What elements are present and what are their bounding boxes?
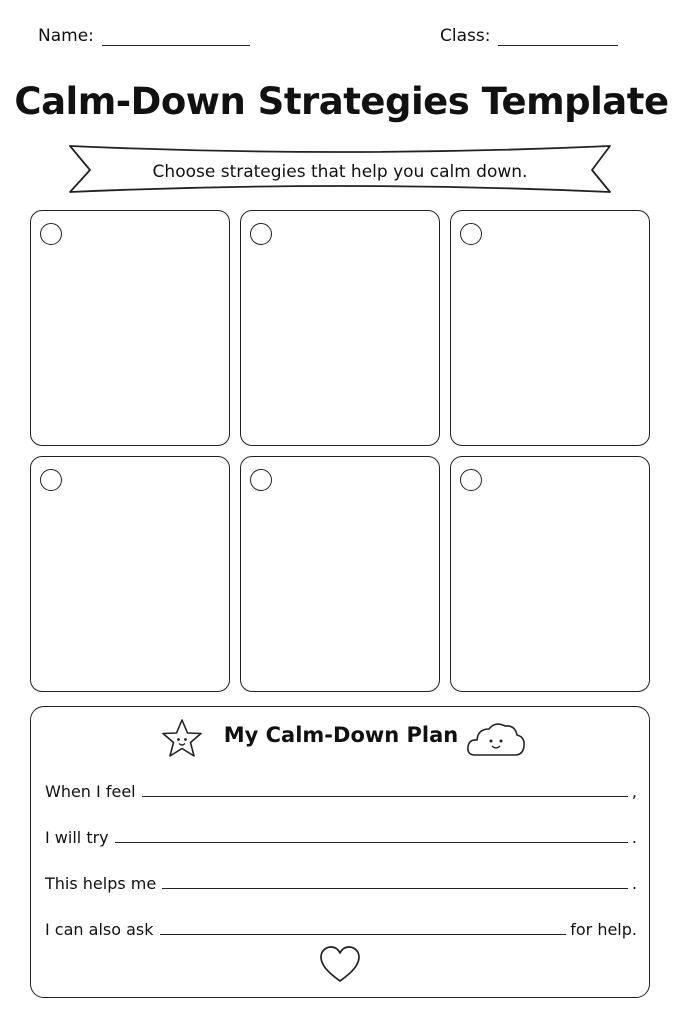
class-field[interactable] xyxy=(440,26,618,46)
row-suffix: for help. xyxy=(570,920,637,939)
heart-icon xyxy=(318,945,362,985)
strategy-box-5[interactable] xyxy=(240,456,440,692)
page-title: Calm-Down Strategies Template xyxy=(14,80,669,123)
strategy-box-4[interactable] xyxy=(30,456,230,692)
strategy-box-3[interactable] xyxy=(450,210,650,446)
row-suffix: . xyxy=(631,828,637,847)
plan-row-feel[interactable] xyxy=(45,779,637,801)
checkbox-circle[interactable] xyxy=(460,223,482,245)
strategy-box-6[interactable] xyxy=(450,456,650,692)
answer-line[interactable] xyxy=(142,796,628,797)
name-field[interactable] xyxy=(38,26,250,46)
banner-text: Choose strategies that help you calm down. xyxy=(152,162,528,182)
checkbox-circle[interactable] xyxy=(40,469,62,491)
name-label: Name: xyxy=(38,26,94,46)
class-line[interactable] xyxy=(498,28,618,46)
answer-line[interactable] xyxy=(115,842,628,843)
answer-line[interactable] xyxy=(162,888,628,889)
row-prefix: This helps me xyxy=(45,874,157,893)
row-prefix: I will try xyxy=(45,828,109,847)
checkbox-circle[interactable] xyxy=(250,223,272,245)
instruction-banner xyxy=(66,142,614,198)
answer-line[interactable] xyxy=(160,934,567,935)
strategy-grid xyxy=(30,210,650,692)
row-suffix: . xyxy=(631,874,637,893)
name-line[interactable] xyxy=(102,28,250,46)
plan-title: My Calm-Down Plan xyxy=(223,723,459,747)
checkbox-circle[interactable] xyxy=(250,469,272,491)
strategy-box-1[interactable] xyxy=(30,210,230,446)
checkbox-circle[interactable] xyxy=(40,223,62,245)
class-label: Class: xyxy=(440,26,491,46)
plan-row-helps[interactable] xyxy=(45,871,637,893)
plan-row-ask[interactable] xyxy=(45,917,637,939)
row-prefix: When I feel xyxy=(45,782,136,801)
plan-row-try[interactable] xyxy=(45,825,637,847)
row-suffix: , xyxy=(631,782,637,801)
checkbox-circle[interactable] xyxy=(460,469,482,491)
cloud-icon xyxy=(465,719,527,761)
calm-down-plan xyxy=(30,706,650,998)
strategy-box-2[interactable] xyxy=(240,210,440,446)
row-prefix: I can also ask xyxy=(45,920,154,939)
